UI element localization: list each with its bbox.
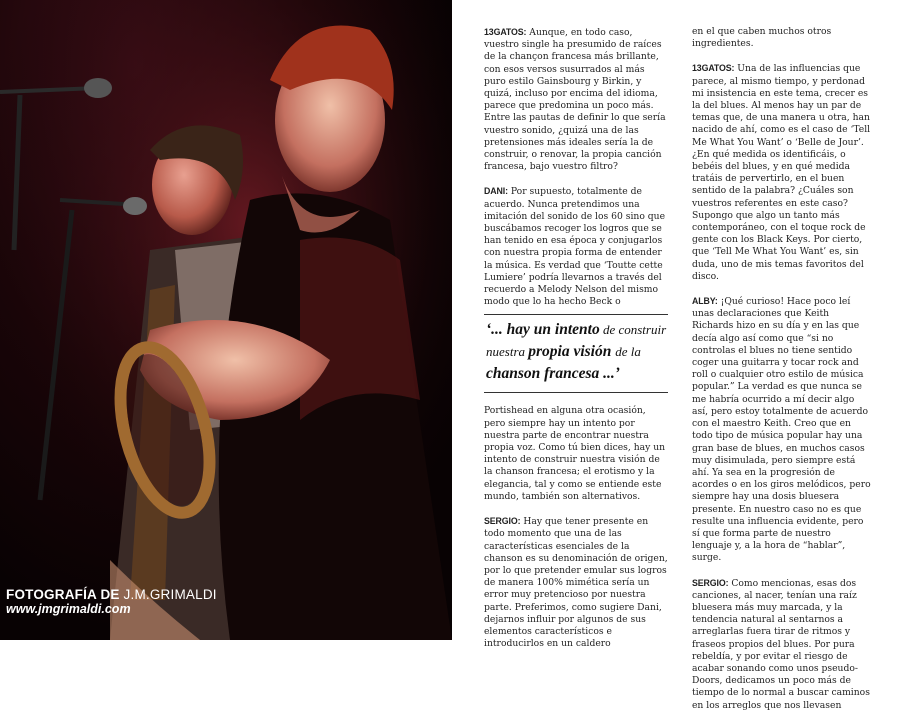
credit-label: FOTOGRAFÍA DE	[6, 587, 120, 602]
credit-photographer: J.M.GRIMALDI	[119, 587, 217, 602]
concert-photo-illustration	[0, 0, 452, 640]
question-paragraph-2	[692, 62, 872, 283]
answer-paragraph-continued	[484, 405, 668, 503]
question-paragraph-1	[484, 26, 668, 173]
quote-part: chanson francesa ...’	[486, 365, 620, 383]
speaker-label: DANI:	[484, 186, 508, 197]
quote-part: de la	[615, 344, 641, 360]
quote-part: ‘... hay un	[486, 321, 555, 339]
speaker-label: 13GATOS:	[692, 63, 735, 74]
quote-part: de construir	[599, 322, 667, 338]
answer-paragraph-sergio	[484, 515, 668, 650]
paragraph-text: Una de las influencias que parece, al mismo tiempo, y perdonad mi insistencia en este tema, crecer es la del blues. Al menos hay un par de temas que, de una manera u otra, han nacido de ahí, como es el caso de ‘Tell Me What You Want’ o ‘Belle de Jour’. ¿En qué medida os identificáis, o bebéis del blues, y en qué medida tratáis de pervertirlo, en el buen sentido de la palabra? ¿Cuáles son vuestros referentes en este caso? Supongo que algo un tanto más contemporáneo, con el toque rock de gente con los Black Keys. Por cierto, que ‘Tell Me What You Want’ es, sin duda, uno de mis temas favoritos del disco.	[692, 63, 871, 282]
paragraph-text: Como mencionas, esas dos canciones, al nacer, tenían una raíz bluesera más muy marcada, y la tendencia natural al sentarnos a arreglarlas fuera tirar de ritmos y fraseos propios del blues. Por pura rebeldía, y por evitar el riesgo de acabar sonando como unos pseudo-Doors, dedicamos un poco más de tiempo de lo normal a buscar caminos en los arreglos que nos llevasen	[692, 577, 870, 711]
speaker-label: SERGIO:	[692, 577, 729, 588]
paragraph-text: en el que caben muchos otros ingredientes.	[692, 26, 832, 50]
article-column-left	[484, 0, 668, 666]
answer-paragraph-alby	[692, 295, 872, 564]
paragraph-text: Aunque, en todo caso, vuestro single ha presumido de raíces de la chançon francesa más brillante, con esos versos susurrados al más puro estilo Gainsbourg y Birkin, y quizá, incluso por encima del idioma, parece que predomina un poco más. Entre las pautas de definir lo que sería vuestro sonido, ¿quizá una de las pretensiones más ideales sería la de construir, o renovar, la propia canción francesa, bajo vuestro filtro?	[484, 27, 666, 173]
paragraph-text: Hay que tener presente en todo momento que una de las características esenciales de la chanson es su denominación de origen, por lo que pretender emular sus logros de manera 100% mimética sería un error muy pretencioso por nuestra parte. Preferimos, como sugiere Dani, dejarnos influir por algunos de sus elementos característicos e introducirlos en un caldero	[484, 516, 668, 650]
paragraph-text: Portishead en alguna otra ocasión, pero siempre hay un intento por nuestra parte de encontrar nuestra propia voz. Como tú bien dices, hay un intento de construir nuestra visión de la chanson francesa; el erotismo y la elegancia, tal y como se entiende este mundo, también son alternativos.	[484, 405, 666, 502]
photo-credit	[6, 588, 217, 617]
paragraph-continuation	[692, 26, 872, 50]
answer-paragraph-sergio-2	[692, 577, 872, 712]
speaker-label: ALBY:	[692, 296, 718, 307]
quote-part: intento	[554, 321, 600, 339]
paragraph-text: Por supuesto, totalmente de acuerdo. Nunca pretendimos una imitación del sonido de los 60 sino que buscábamos recoger los logros que se han tenido en esa época y conjugarlos con nuestra propia forma de entender la música. Es verdad que ‘Toutte cette Lumiere’ podría llevarnos a través del recuerdo a Melody Nelson del mismo modo que lo ha hecho Beck o	[484, 186, 666, 308]
answer-paragraph-dani	[484, 185, 668, 308]
credit-url[interactable]: www.jmgrimaldi.com	[6, 601, 131, 616]
speaker-label: SERGIO:	[484, 516, 521, 527]
quote-part: propia visión	[528, 343, 616, 361]
quote-part: nuestra	[486, 344, 529, 360]
pull-quote	[484, 314, 668, 393]
paragraph-text: ¡Qué curioso! Hace poco leí unas declaraciones que Keith Richards hizo en su día y en las que decía algo así como que “si no controlas el blues no tiene sentido coger una guitarra y tocar rock and roll o cualquier otro estilo de música popular.” La verdad es que nunca se me habría ocurrido a mí decir algo así, pero estoy totalmente de acuerdo con el maestro Keith. Creo que en todo tipo de música popular hay una gran base de blues, en muchos casos muy disimulada, pero siempre está ahí. Ya sea en la progresión de acordes o en los giros melódicos, pero siempre hay una dosis bluesera presente. En nuestro caso no es que resulte una influencia evidente, pero sí que forma parte de nuestro lenguaje y, a la hora de “hablar”, surge.	[692, 296, 871, 564]
speaker-label: 13GATOS:	[484, 27, 527, 37]
article-column-right	[692, 0, 872, 711]
concert-photo	[0, 0, 452, 640]
